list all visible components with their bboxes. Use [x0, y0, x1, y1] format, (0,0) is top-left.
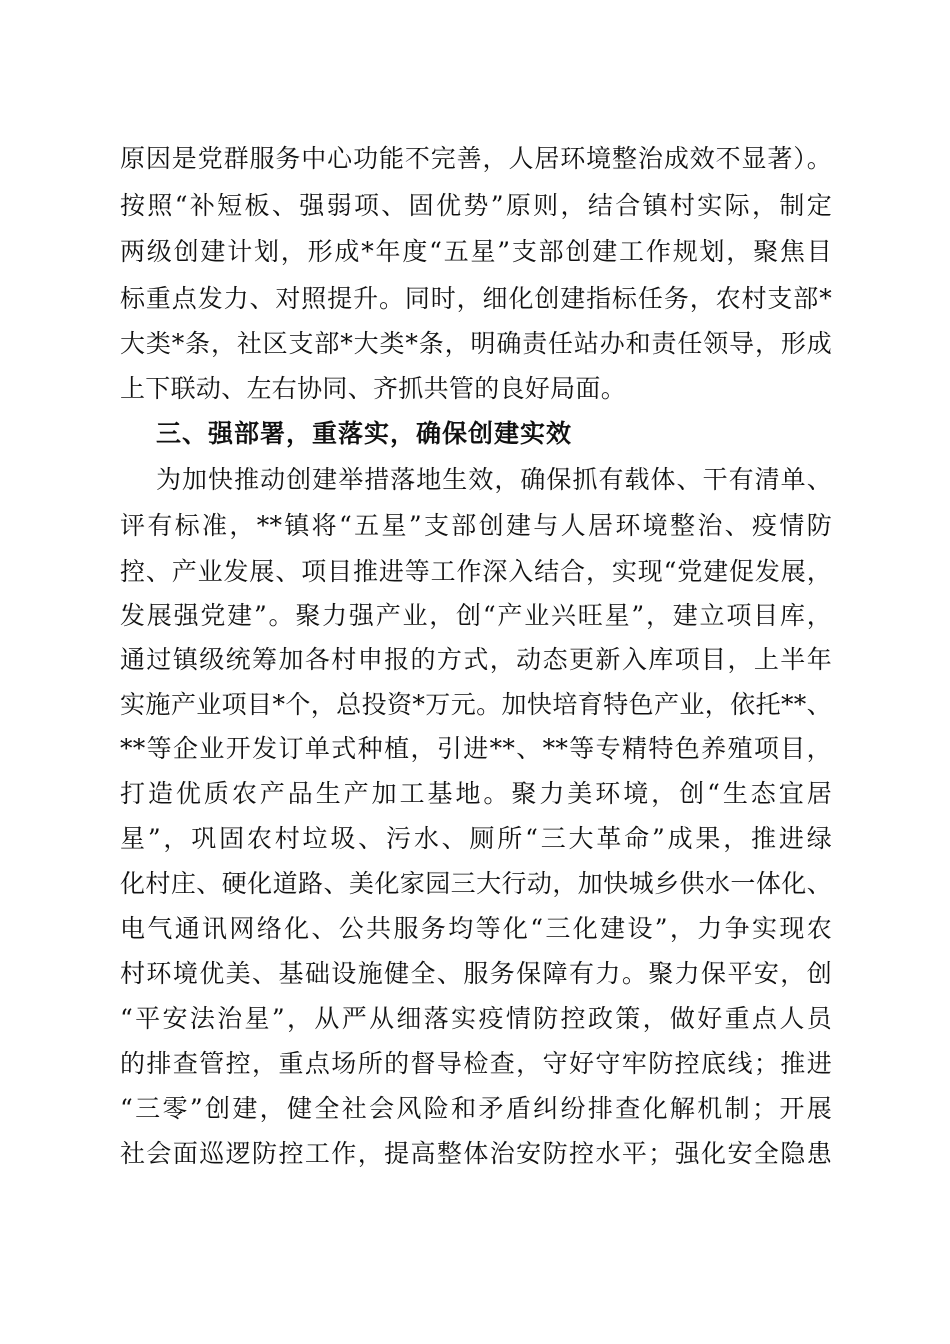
paragraph-line: 大类*条，社区支部*大类*条，明确责任站办和责任领导，形成: [120, 329, 832, 358]
paragraph-line: 社会面巡逻防控工作，提高整体治安防控水平；强化安全隐患: [120, 1139, 832, 1168]
paragraph-line: 标重点发力、对照提升。同时，细化创建指标任务，农村支部*: [120, 284, 832, 313]
paragraph-line: 的排查管控，重点场所的督导检查，守好守牢防控底线；推进: [120, 1049, 832, 1078]
paragraph-line: 两级创建计划，形成*年度“五星”支部创建工作规划，聚焦目: [120, 237, 832, 266]
paragraph-line: “三零”创建，健全社会风险和矛盾纠纷排查化解机制；开展: [120, 1094, 832, 1123]
paragraph-line: 星”，巩固农村垃圾、污水、厕所“三大革命”成果，推进绿: [120, 824, 832, 853]
section-heading: 三、强部署，重落实，确保创建实效: [156, 419, 573, 448]
paragraph-line: 为加快推动创建举措落地生效，确保抓有载体、干有清单、: [156, 465, 832, 494]
paragraph-line: 村环境优美、基础设施健全、服务保障有力。聚力保平安，创: [120, 959, 832, 988]
paragraph-line: 通过镇级统筹加各村申报的方式，动态更新入库项目，上半年: [120, 645, 832, 674]
paragraph-line: 化村庄、硬化道路、美化家园三大行动，加快城乡供水一体化、: [120, 869, 832, 898]
paragraph-line: 评有标准，**镇将“五星”支部创建与人居环境整治、疫情防: [120, 511, 832, 540]
paragraph-line: 电气通讯网络化、公共服务均等化“三化建设”，力争实现农: [120, 914, 832, 943]
paragraph-line: 上下联动、左右协同、齐抓共管的良好局面。: [120, 374, 627, 403]
paragraph-line: “平安法治星”，从严从细落实疫情防控政策，做好重点人员: [120, 1004, 832, 1033]
paragraph-line: 实施产业项目*个，总投资*万元。加快培育特色产业，依托**、: [120, 690, 832, 719]
paragraph-line: 原因是党群服务中心功能不完善，人居环境整治成效不显著）。: [120, 144, 832, 173]
paragraph-line: **等企业开发订单式种植，引进**、**等专精特色养殖项目，: [120, 734, 832, 763]
paragraph-line: 发展强党建”。聚力强产业，创“产业兴旺星”，建立项目库，: [120, 601, 832, 630]
paragraph-line: 按照“补短板、强弱项、固优势”原则，结合镇村实际，制定: [120, 191, 832, 220]
paragraph-line: 打造优质农产品生产加工基地。聚力美环境，创“生态宜居: [120, 779, 832, 808]
paragraph-line: 控、产业发展、项目推进等工作深入结合，实现“党建促发展，: [120, 557, 832, 586]
